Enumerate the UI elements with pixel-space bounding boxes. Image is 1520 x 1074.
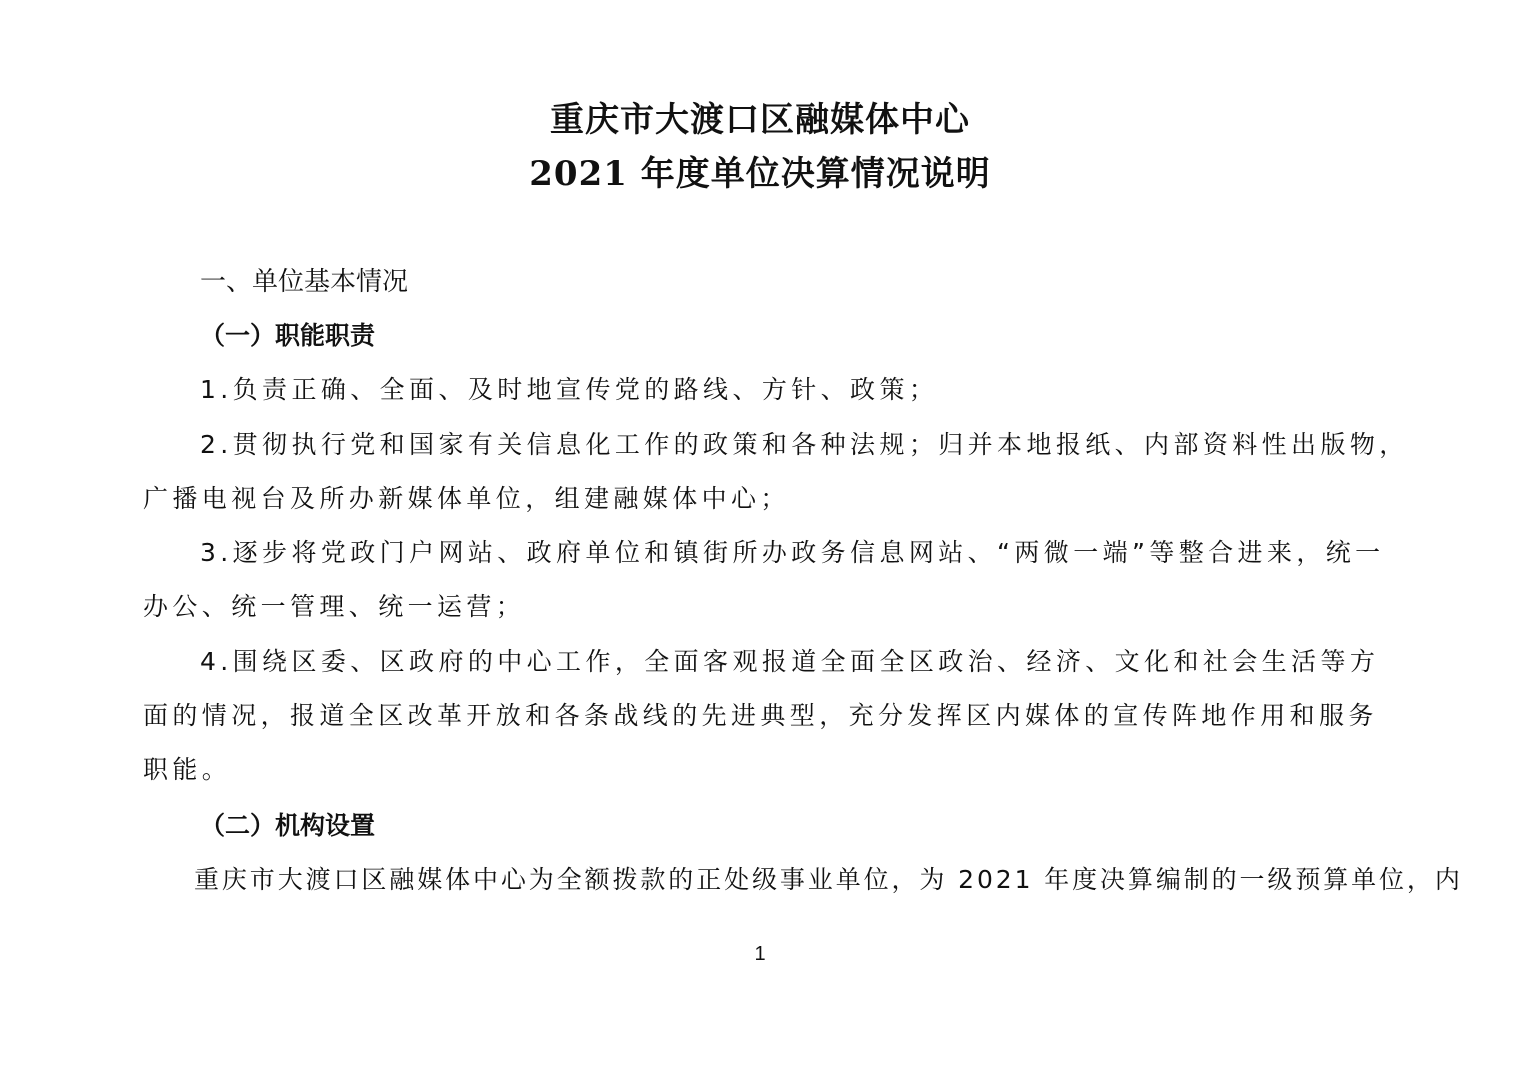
duty-item-2-line2: 广播电视台及所办新媒体单位，组建融媒体中心；	[143, 484, 790, 513]
duty-item-3-line1: 3.逐步将党政门户网站、政府单位和镇街所办政务信息网站、“两微一端”等整合进来，统一	[200, 538, 1385, 567]
document-title-line2: 2021 年度单位决算情况说明	[529, 154, 991, 194]
duty-item-2-line1: 2.贯彻执行党和国家有关信息化工作的政策和各种法规；归并本地报纸、内部资料性出版物，	[200, 430, 1409, 459]
duty-item-4-line1: 4.围绕区委、区政府的中心工作，全面客观报道全面全区政治、经济、文化和社会生活等方	[200, 647, 1380, 676]
page-number: 1	[754, 943, 766, 965]
org-paragraph-line1: 重庆市大渡口区融媒体中心为全额拨款的正处级事业单位，为 2021 年度决算编制的一级预算单位，内	[194, 865, 1463, 894]
subsection-heading-duties: （一）职能职责	[200, 321, 376, 350]
duty-item-4-line2: 面的情况，报道全区改革开放和各条战线的先进典型，充分发挥区内媒体的宣传阵地作用和服务	[143, 701, 1378, 730]
duty-item-4-line3: 职能。	[143, 755, 232, 784]
section-heading-basic-info: 一、单位基本情况	[200, 267, 409, 297]
subsection-heading-org: （二）机构设置	[200, 811, 376, 840]
duty-item-3-line2: 办公、统一管理、统一运营；	[143, 592, 526, 621]
document-title-line1: 重庆市大渡口区融媒体中心	[550, 100, 970, 140]
duty-item-1: 1.负责正确、全面、及时地宣传党的路线、方针、政策；	[200, 375, 939, 404]
